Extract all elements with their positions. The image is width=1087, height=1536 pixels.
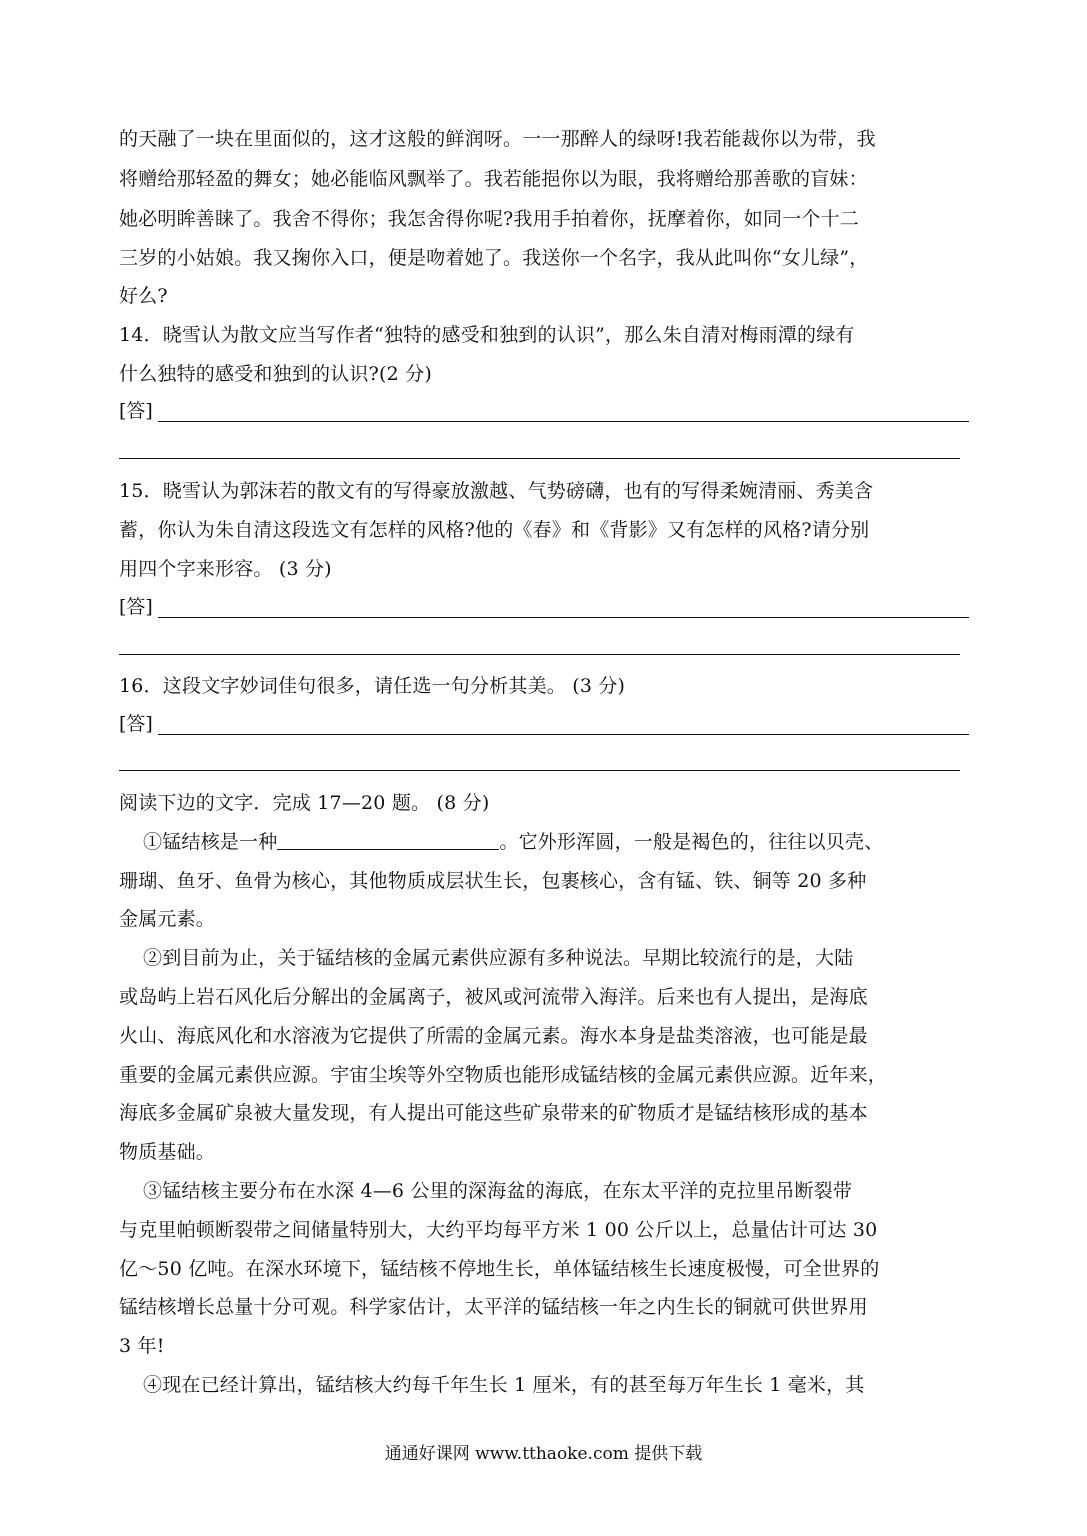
answer-line-extra[interactable] xyxy=(119,654,960,655)
reading-paragraph-3-line: 与克里帕顿断裂带之间储量特别大，大约平均每平方米 1 00 公斤以上，总量估计可达 30 xyxy=(119,1219,878,1241)
answer-line-extra[interactable] xyxy=(119,770,960,771)
reading-paragraph-2-line: 火山、海底风化和水溶液为它提供了所需的金属元素。海水本身是盐类溶液，也可能是最 xyxy=(119,1025,868,1047)
reading-intro: 阅读下边的文字．完成 17—20 题。 (8 分) xyxy=(119,792,490,814)
answer-line-extra[interactable] xyxy=(119,458,960,459)
passage-line: 好么? xyxy=(119,285,168,307)
question-16-text: 16．这段文字妙词佳句很多，请任选一句分析其美。 (3 分) xyxy=(119,675,626,697)
passage-line: 将赠给那轻盈的舞女；她必能临风飘举了。我若能挹你以为眼，我将赠给那善歌的盲妹： xyxy=(119,168,868,190)
reading-paragraph-3-line: 3 年! xyxy=(119,1335,165,1357)
reading-paragraph-3-line: 锰结核增长总量十分可观。科学家估计，太平洋的锰结核一年之内生长的铜就可供世界用 xyxy=(119,1296,868,1318)
reading-paragraph-2-line: 或岛屿上岩石风化后分解出的金属离子，被风或河流带入海洋。后来也有人提出，是海底 xyxy=(119,986,868,1008)
reading-paragraph-1-line: 珊瑚、鱼牙、鱼骨为核心，其他物质成层状生长，包裹核心，含有锰、铁、铜等 20 多种 xyxy=(119,870,867,892)
answer-field-q16[interactable] xyxy=(119,711,969,737)
answer-label: [答] xyxy=(119,400,153,422)
paragraph-1-start: ①锰结核是一种 xyxy=(143,831,278,853)
answer-line xyxy=(158,421,969,422)
reading-paragraph-3-line: 亿～50 亿吨。在深水环境下，锰结核不停地生长，单体锰结核生长速度极慢，可全世界的 xyxy=(119,1258,880,1280)
reading-paragraph-2-line: 海底多金属矿泉被大量发现，有人提出可能这些矿泉带来的矿物质才是锰结核形成的基本 xyxy=(119,1102,868,1124)
answer-field-q15[interactable] xyxy=(119,594,969,620)
passage-line: 她必明眸善睐了。我舍不得你；我怎舍得你呢?我用手拍着你，抚摩着你，如同一个十二 xyxy=(119,208,859,230)
reading-paragraph-2-line: 物质基础。 xyxy=(119,1141,216,1163)
answer-line xyxy=(158,617,969,618)
passage-line: 三岁的小姑娘。我又掬你入口，便是吻着她了。我送你一个名字，我从此叫你“女儿绿”， xyxy=(119,247,869,269)
question-15-text: 用四个字来形容。 (3 分) xyxy=(119,558,332,580)
reading-paragraph-3-line: ③锰结核主要分布在水深 4—6 公里的深海盆的海底，在东太平洋的克拉里吊断裂带 xyxy=(143,1180,853,1202)
answer-label: [答] xyxy=(119,713,153,735)
reading-paragraph-2-line: 重要的金属元素供应源。宇宙尘埃等外空物质也能形成锰结核的金属元素供应源。近年来， xyxy=(119,1064,888,1086)
answer-field-q14[interactable] xyxy=(119,398,969,424)
question-14-text: 14．晓雪认为散文应当写作者“独特的感受和独到的认识”，那么朱自清对梅雨潭的绿有 xyxy=(119,324,855,346)
fill-in-blank[interactable] xyxy=(277,829,499,850)
reading-paragraph-2-line: ②到目前为止，关于锰结核的金属元素供应源有多种说法。早期比较流行的是，大陆 xyxy=(143,947,854,969)
page-footer: 通通好课网 www.tthaoke.com 提供下载 xyxy=(384,1444,703,1464)
reading-paragraph-1-line: 金属元素。 xyxy=(119,908,216,930)
question-15-text: 15．晓雪认为郭沫若的散文有的写得豪放激越、气势磅礴，也有的写得柔婉清丽、秀美含 xyxy=(119,480,874,502)
question-15-text: 蓄，你认为朱自清这段选文有怎样的风格?他的《春》和《背影》又有怎样的风格?请分别 xyxy=(119,519,870,541)
answer-line xyxy=(158,734,969,735)
passage-line: 的天融了一块在里面似的，这才这般的鲜润呀。一一那醉人的绿呀!我若能裁你以为带，我 xyxy=(119,128,876,150)
paragraph-1-end: 。它外形浑圆，一般是褐色的，往往以贝壳、 xyxy=(499,831,884,853)
answer-label: [答] xyxy=(119,596,153,618)
reading-paragraph-1-line xyxy=(143,829,993,855)
reading-paragraph-4-line: ④现在已经计算出，锰结核大约每千年生长 1 厘米，有的甚至每万年生长 1 毫米，其 xyxy=(143,1374,865,1396)
question-14-text: 什么独特的感受和独到的认识?(2 分) xyxy=(119,363,432,385)
